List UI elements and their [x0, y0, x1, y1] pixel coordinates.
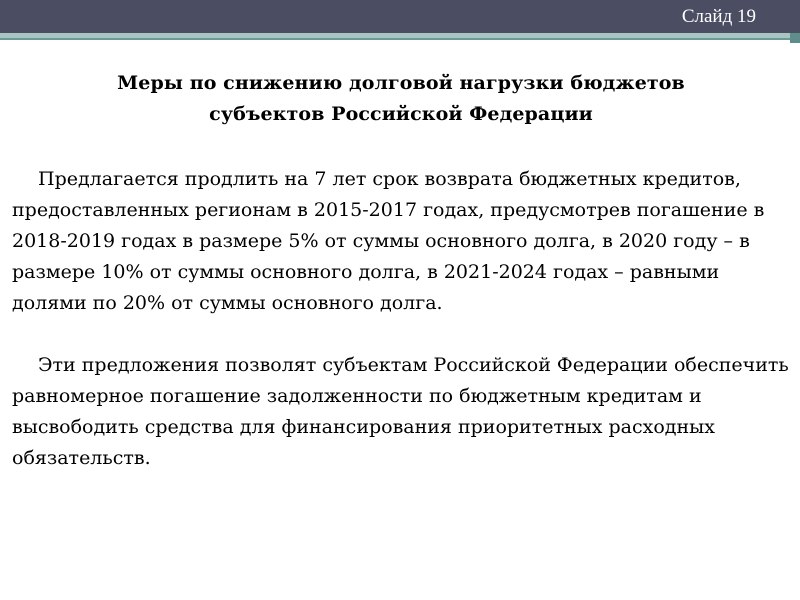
- slide-number-label: Слайд 19: [681, 6, 756, 27]
- slide-content: [12, 68, 790, 474]
- header-accent-line: [0, 38, 800, 40]
- slide-title-line-1: Меры по снижению долговой нагрузки бюджетов: [117, 72, 685, 94]
- header-corner-accent: [790, 33, 800, 43]
- slide-title-line-2: субъектов Российской Федерации: [209, 103, 593, 125]
- body-paragraph-proposal: Предлагается продлить на 7 лет срок возврата бюджетных кредитов, предоставленных регионам в 2015-2017 годах, предусмотрев погашение в 2018-2019 годах в размере 5% от суммы основного долга, в 2020 году – в размере 10% от суммы основного долга, в 2021-2024 годах – равными долями по 20% от суммы основного долга.: [12, 168, 765, 314]
- body-paragraph-outcome: Эти предложения позволят субъектам Российской Федерации обеспечить равномерное погашение задолженности по бюджетным кредитам и высвободить средства для финансирования приоритетных расходных обязательств.: [12, 354, 789, 469]
- slide-title: [12, 68, 790, 130]
- slide-header-bar: [0, 0, 800, 33]
